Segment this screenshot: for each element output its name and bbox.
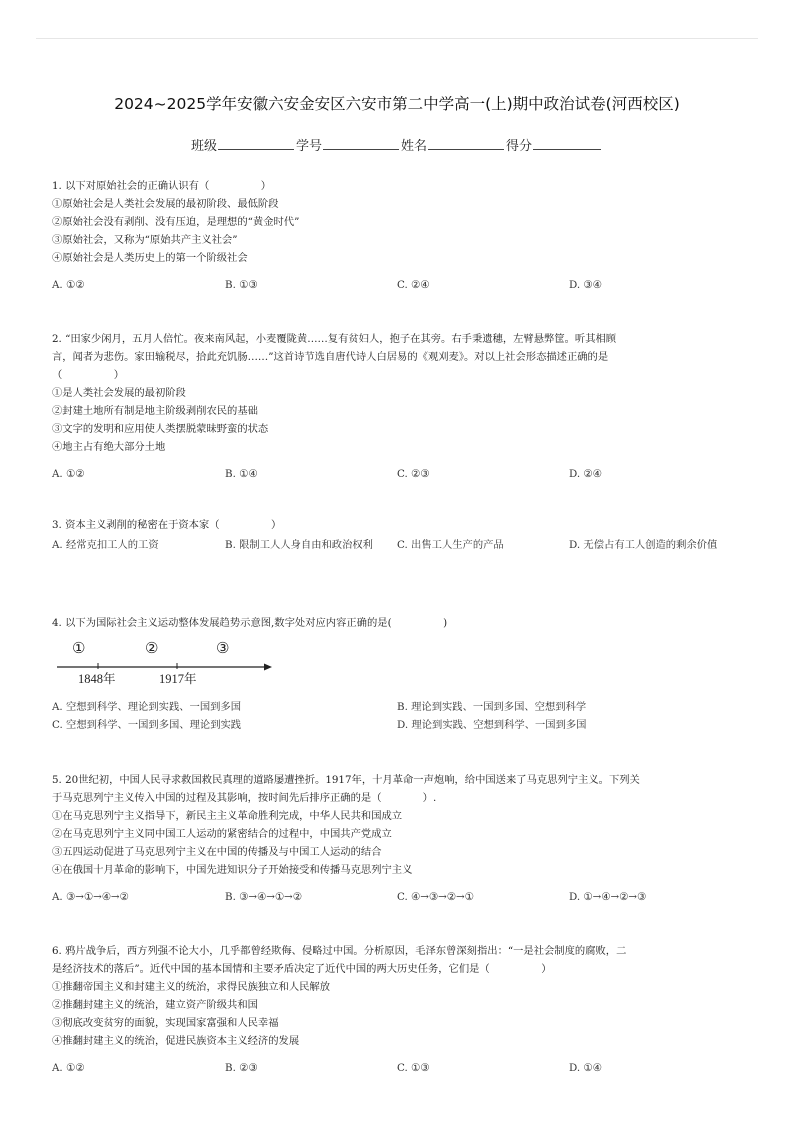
- option-b[interactable]: B. ①③: [225, 279, 258, 291]
- question-item: ②原始社会没有剥削、没有压迫，是理想的“黄金时代”: [52, 216, 300, 228]
- question-item: ③原始社会，又称为“原始共产主义社会”: [52, 234, 238, 246]
- question-stem-line: 言，闻者为悲伤。家田输税尽，拾此充饥肠……”这首诗节选自唐代诗人白居易的《观刈麦》。对以上社会形态描述正确的是: [52, 351, 609, 363]
- score-blank[interactable]: [533, 137, 601, 150]
- question-item: ④原始社会是人类历史上的第一个阶级社会: [52, 252, 248, 264]
- answer-options-row-2: [52, 716, 742, 734]
- answer-options: [52, 1059, 742, 1077]
- page-title: 2024~2025学年安徽六安金安区六安市第二中学高一(上)期中政治试卷(河西校区): [114, 95, 680, 113]
- timeline-year-2: 1917年: [159, 672, 197, 686]
- timeline-marker-2: ②: [145, 639, 159, 657]
- question-5: [52, 771, 742, 906]
- question-item: ①在马克思列宁主义指导下，新民主主义革命胜利完成，中华人民共和国成立: [52, 810, 403, 822]
- question-2: [52, 330, 742, 483]
- question-item: ③彻底改变贫穷的面貌，实现国家富强和人民幸福: [52, 1017, 279, 1029]
- option-b[interactable]: B. 理论到实践、一国到多国、空想到科学: [397, 701, 587, 713]
- option-a[interactable]: A. ①②: [52, 1062, 85, 1074]
- option-c[interactable]: C. 出售工人生产的产品: [397, 539, 504, 551]
- question-stem: 3. 资本主义剥削的秘密在于资本家（ ）: [52, 519, 282, 531]
- answer-options: [52, 888, 742, 906]
- option-d[interactable]: D. ①④: [569, 1062, 602, 1074]
- question-stem-line: （ ）: [52, 369, 125, 381]
- answer-options: [52, 536, 742, 572]
- option-b[interactable]: B. ①④: [225, 468, 258, 480]
- option-c[interactable]: C. 空想到科学、一国到多国、理论到实践: [52, 719, 242, 731]
- question-item: ②推翻封建主义的统治，建立资产阶级共和国: [52, 999, 258, 1011]
- option-a[interactable]: A. 空想到科学、理论到实践、一国到多国: [52, 701, 242, 713]
- question-3: [52, 516, 742, 572]
- student-number-blank[interactable]: [323, 137, 399, 150]
- question-item: ②在马克思列宁主义同中国工人运动的紧密结合的过程中，中国共产党成立: [52, 828, 392, 840]
- option-a[interactable]: A. ①②: [52, 468, 85, 480]
- question-item: ③文字的发明和应用使人类摆脱蒙昧野蛮的状态: [52, 423, 269, 435]
- question-item: ①原始社会是人类社会发展的最初阶段、最低阶段: [52, 198, 279, 210]
- student-info-fields: [0, 135, 794, 154]
- option-c[interactable]: C. ②③: [397, 468, 430, 480]
- option-b[interactable]: B. ③→④→①→②: [225, 891, 302, 903]
- option-d[interactable]: D. ③④: [569, 279, 602, 291]
- question-item: ④在俄国十月革命的影响下，中国先进知识分子开始接受和传播马克思列宁主义: [52, 864, 413, 876]
- question-stem-line: 5. 20世纪初，中国人民寻求救国救民真理的道路屡遭挫折。1917年，十月革命一声炮响，给中国送来了马克思列宁主义。下列关: [52, 774, 640, 786]
- class-blank[interactable]: [218, 137, 294, 150]
- question-stem-line: 是经济技术的落后”。近代中国的基本国情和主要矛盾决定了近代中国的两大历史任务，它们是（ ）: [52, 963, 552, 975]
- question-item: ④地主占有绝大部分土地: [52, 441, 166, 453]
- score-label: 得分: [506, 139, 533, 154]
- option-a[interactable]: A. 经常克扣工人的工资: [52, 539, 159, 551]
- option-a[interactable]: A. ①②: [52, 279, 85, 291]
- question-stem-line: 于马克思列宁主义传入中国的过程及其影响，按时间先后排序正确的是（ ）.: [52, 792, 437, 804]
- question-item: ①是人类社会发展的最初阶段: [52, 387, 186, 399]
- option-c[interactable]: C. ④→③→②→①: [397, 891, 474, 903]
- timeline-diagram: [52, 635, 742, 687]
- class-label: 班级: [190, 139, 217, 154]
- option-c[interactable]: C. ①③: [397, 1062, 430, 1074]
- timeline-year-1: 1848年: [78, 672, 116, 686]
- timeline-marker-3: ③: [216, 639, 230, 657]
- question-stem: 1. 以下对原始社会的正确认识有（ ）: [52, 180, 272, 192]
- name-blank[interactable]: [428, 137, 504, 150]
- timeline-marker-1: ①: [72, 639, 86, 657]
- option-b[interactable]: B. ②③: [225, 1062, 258, 1074]
- option-b[interactable]: B. 限制工人人身自由和政治权利: [225, 539, 373, 551]
- question-item: ①推翻帝国主义和封建主义的统治，求得民族独立和人民解放: [52, 981, 331, 993]
- timeline-arrowhead: [264, 664, 272, 671]
- question-item: ②封建土地所有制是地主阶级剥削农民的基础: [52, 405, 258, 417]
- question-item: ③五四运动促进了马克思列宁主义在中国的传播及与中国工人运动的结合: [52, 846, 382, 858]
- question-stem-line: 2. “田家少闲月，五月人倍忙。夜来南风起，小麦覆陇黄……复有贫妇人，抱子在其旁。右手秉遗穗，左臂悬弊筐。听其相顾: [52, 333, 617, 345]
- question-1: [52, 177, 742, 294]
- option-d[interactable]: D. ②④: [569, 468, 602, 480]
- option-a[interactable]: A. ③→①→④→②: [52, 891, 129, 903]
- header-rule: [36, 38, 758, 39]
- option-c[interactable]: C. ②④: [397, 279, 430, 291]
- question-6: [52, 942, 742, 1077]
- question-4: [52, 614, 742, 734]
- question-stem: 4. 以下为国际社会主义运动整体发展趋势示意图,数字处对应内容正确的是( ): [52, 617, 448, 629]
- question-stem-line: 6. 鸦片战争后，西方列强不论大小，几乎都曾经欺侮、侵略过中国。分析原因，毛泽东曾深刻指出：“一是社会制度的腐败，二: [52, 945, 627, 957]
- student-number-label: 学号: [295, 139, 322, 154]
- option-d[interactable]: D. ①→④→②→③: [569, 891, 647, 903]
- name-label: 姓名: [401, 139, 428, 154]
- option-d[interactable]: D. 无偿占有工人创造的剩余价值: [569, 539, 718, 551]
- answer-options: [52, 276, 742, 294]
- question-item: ④推翻封建主义的统治，促进民族资本主义经济的发展: [52, 1035, 300, 1047]
- option-d[interactable]: D. 理论到实践、空想到科学、一国到多国: [397, 719, 587, 731]
- answer-options: [52, 465, 742, 483]
- answer-options-row-1: [52, 698, 742, 716]
